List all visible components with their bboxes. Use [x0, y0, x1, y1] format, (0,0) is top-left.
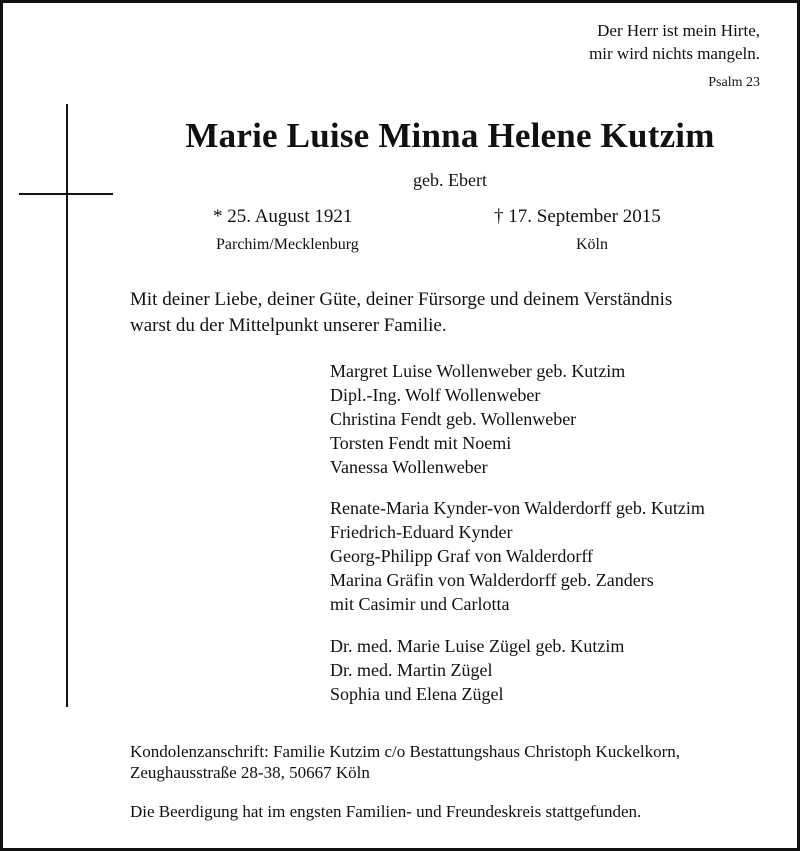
mourner-name: Dr. med. Marie Luise Zügel geb. Kutzim — [330, 636, 625, 656]
condolence-line-1: Kondolenzanschrift: Familie Kutzim c/o Bestattungshaus Christoph Kuckelkorn, — [130, 742, 681, 761]
cross-horizontal-bar — [19, 193, 113, 195]
birth-place: Parchim/Mecklenburg — [216, 236, 359, 253]
tribute-text — [130, 287, 672, 339]
family-group-3 — [330, 634, 624, 706]
death-place: Köln — [576, 236, 608, 253]
condolence-line-2: Zeughausstraße 28-38, 50667 Köln — [130, 763, 370, 782]
mourner-name: Dr. med. Martin Zügel — [330, 660, 493, 680]
condolence-address — [130, 741, 680, 783]
mourner-name: Georg-Philipp Graf von Walderdorff — [330, 546, 593, 566]
mourner-name: Sophia und Elena Zügel — [330, 684, 504, 704]
family-group-1 — [330, 359, 625, 479]
mourner-name: Friedrich-Eduard Kynder — [330, 522, 513, 542]
mourner-name: Renate-Maria Kynder-von Walderdorff geb. Kutzim — [330, 498, 705, 518]
death-date: † 17. September 2015 — [494, 206, 661, 227]
birth-date: * 25. August 1921 — [213, 206, 353, 227]
psalm-verse-line-1: Der Herr ist mein Hirte, — [597, 21, 760, 40]
tribute-line-2: warst du der Mittelpunkt unserer Familie. — [130, 315, 447, 336]
mourner-name: mit Casimir und Carlotta — [330, 594, 510, 614]
psalm-verse — [589, 19, 760, 65]
mourner-name: Vanessa Wollenweber — [330, 457, 488, 477]
funeral-note: Die Beerdigung hat im engsten Familien- und Freundeskreis stattgefunden. — [130, 802, 642, 821]
tribute-line-1: Mit deiner Liebe, deiner Güte, deiner Fürsorge und deinem Verständnis — [130, 289, 673, 310]
mourner-name: Marina Gräfin von Walderdorff geb. Zanders — [330, 570, 654, 590]
psalm-reference: Psalm 23 — [708, 75, 760, 90]
mourner-name: Christina Fendt geb. Wollenweber — [330, 409, 577, 429]
mourner-name: Dipl.-Ing. Wolf Wollenweber — [330, 385, 541, 405]
mourner-name: Margret Luise Wollenweber geb. Kutzim — [330, 361, 626, 381]
family-group-2 — [330, 496, 705, 616]
psalm-verse-line-2: mir wird nichts mangeln. — [589, 44, 760, 63]
deceased-name: Marie Luise Minna Helene Kutzim — [185, 116, 715, 155]
mourner-name: Torsten Fendt mit Noemi — [330, 433, 512, 453]
maiden-name: geb. Ebert — [413, 170, 487, 190]
